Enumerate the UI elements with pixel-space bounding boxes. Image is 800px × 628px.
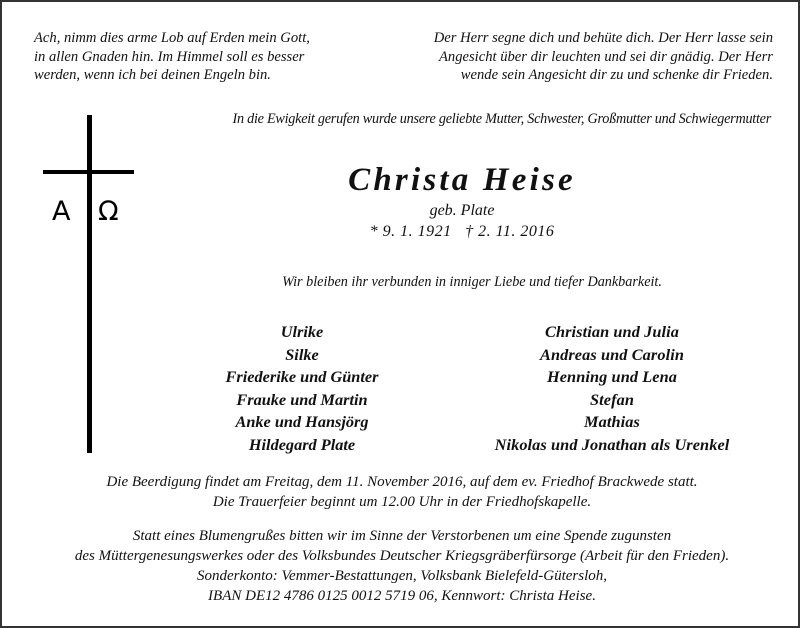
maiden-name: geb. Plate [429, 202, 495, 219]
mourner-name: Hildegard Plate [248, 434, 356, 454]
cross-icon-vertical-bar [87, 115, 92, 453]
donation-info [2, 526, 800, 606]
donation-line: des Müttergenesungswerkes oder des Volksbundes Deutscher Kriegsgräberfürsorge (Arbeit für den Frieden). [74, 548, 730, 564]
thanks-text: Wir bleiben ihr verbunden in inniger Liebe und tiefer Dankbarkeit. [282, 274, 662, 290]
mourner-name: Andreas und Carolin [540, 344, 684, 364]
mourner-name: Silke [285, 344, 319, 364]
intro-text: In die Ewigkeit gerufen wurde unsere geliebte Mutter, Schwester, Großmutter und Schwiegermutter [232, 111, 771, 127]
mourner-name: Mathias [584, 412, 640, 431]
mourner-name: Stefan [589, 389, 635, 409]
verse-right [353, 29, 773, 85]
verse-left-line: werden, wenn ich bei deinen Engeln bin. [34, 67, 271, 84]
omega-icon: Ω [98, 196, 119, 227]
life-dates: * 9. 1. 1921 † 2. 11. 2016 [369, 223, 555, 240]
verse-right-line: Angesicht über dir leuchten und sei dir gnädig. Der Herr [439, 48, 773, 65]
verse-left [34, 29, 374, 85]
mourner-name: Henning und Lena [546, 367, 678, 386]
mourner-name: Ulrike [280, 322, 324, 341]
mourners-left [202, 321, 402, 456]
donation-line: Sonderkonto: Vemmer-Bestattungen, Volksbank Bielefeld-Gütersloh, [196, 568, 608, 584]
mourners-right [462, 321, 762, 456]
donation-line: IBAN DE12 4786 0125 0012 5719 06, Kennwort: Christa Heise. [208, 588, 596, 604]
verse-right-line: Der Herr segne dich und behüte dich. Der Herr lasse sein [433, 30, 773, 46]
funeral-line: Die Beerdigung findet am Freitag, dem 11. November 2016, auf dem ev. Friedhof Brackwede statt. [106, 474, 698, 490]
mourner-name: Anke und Hansjörg [235, 412, 369, 431]
mourner-name: Frauke und Martin [236, 389, 368, 409]
funeral-line: Die Trauerfeier beginnt um 12.00 Uhr in der Friedhofskapelle. [212, 494, 592, 510]
verse-left-line: in allen Gnaden hin. Im Himmel soll es besser [34, 48, 305, 65]
funeral-info [2, 472, 800, 512]
alpha-icon: A [52, 196, 71, 227]
cross-icon-horizontal-bar [43, 170, 134, 174]
mourner-name: Nikolas und Jonathan als Urenkel [494, 434, 730, 454]
mourner-name: Friederike und Günter [225, 367, 379, 386]
donation-line: Statt eines Blumengrußes bitten wir im Sinne der Verstorbenen um eine Spende zugunsten [132, 528, 672, 544]
verse-right-line: wende sein Angesicht dir zu und schenke dir Frieden. [460, 67, 773, 84]
verse-left-line: Ach, nimm dies arme Lob auf Erden mein Gott, [34, 30, 310, 46]
mourner-name: Christian und Julia [544, 322, 680, 341]
deceased-name: Christa Heise [348, 162, 576, 198]
